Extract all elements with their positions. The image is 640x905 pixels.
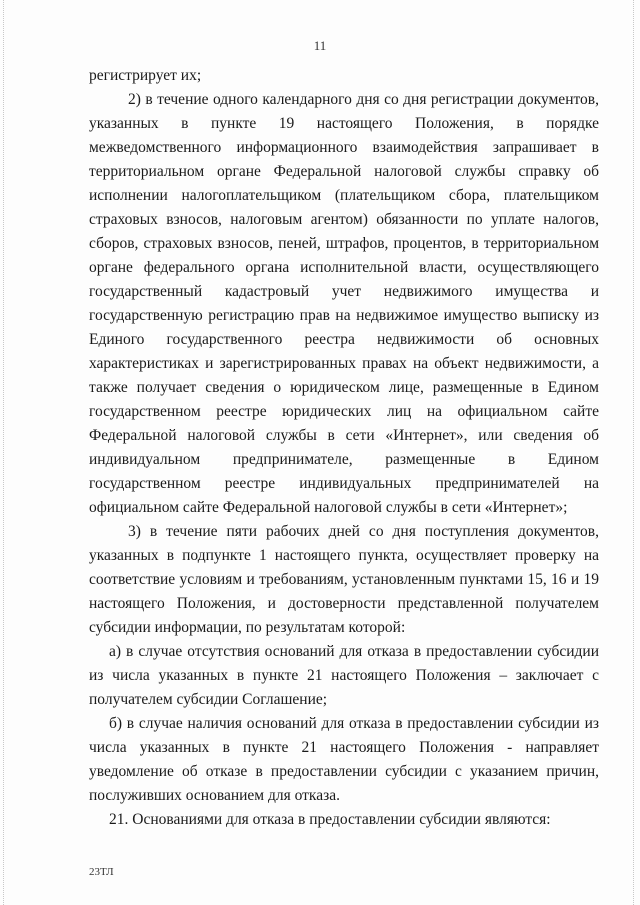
scan-right-edge: [633, 0, 634, 905]
paragraph-item-3: 3) в течение пяти рабочих дней со дня поступления документов, указанных в подпункте 1 настоящего пункта, осуществляет проверку на соответствие условиям и требованиям, установленным пунктами 15, 16 и 19 настоящего Положения, и достоверности представленной получателем субсидии информации, по результатам которой:: [89, 523, 599, 636]
paragraph-clause-21: 21. Основаниями для отказа в предоставлении субсидии являются:: [109, 811, 551, 828]
document-body: [89, 64, 599, 832]
footer-document-code: 23ТЛ: [89, 866, 114, 878]
paragraph-continuation: регистрирует их;: [89, 67, 202, 84]
paragraph-subitem-b: б) в случае наличия оснований для отказа в предоставлении субсидии из числа указанных в пункте 21 настоящего Положения - направляет уведомление об отказе в предоставлении субсидии с указанием причин, послуживших основанием для отказа.: [89, 715, 599, 804]
paragraph-item-2: 2) в течение одного календарного дня со дня регистрации документов, указанных в пункте 19 настоящего Положения, в порядке межведомственного информационного взаимодействия запрашивает в территориальном органе Федеральной налоговой службы справку об исполнении налогоплательщиком (плательщиком сбора, плательщиком страховых взносов, налоговым агентом) обязанности по уплате налогов, сборов, страховых взносов, пеней, штрафов, процентов, в территориальном органе федерального органа исполнительной власти, осуществляющего государственный кадастровый учет недвижимого имущества и государственную регистрацию прав на недвижимое имущество выписку из Единого государственного реестра недвижимости об основных характеристиках и зарегистрированных правах на объект недвижимости, а также получает сведения о юридическом лице, размещенные в Едином государственном реестре юридических лиц на официальном сайте Федеральной налоговой службы в сети «Интернет», или сведения об индивидуальном предпринимателе, размещенные в Едином государственном реестре индивидуальных предпринимателей на официальном сайте Федеральной налоговой службы в сети «Интернет»;: [89, 91, 599, 516]
scan-left-edge: [3, 0, 4, 905]
paragraph-subitem-a: а) в случае отсутствия оснований для отказа в предоставлении субсидии из числа указанных в пункте 21 настоящего Положения – заключает с получателем субсидии Соглашение;: [89, 643, 599, 708]
page-number: 11: [313, 38, 327, 53]
